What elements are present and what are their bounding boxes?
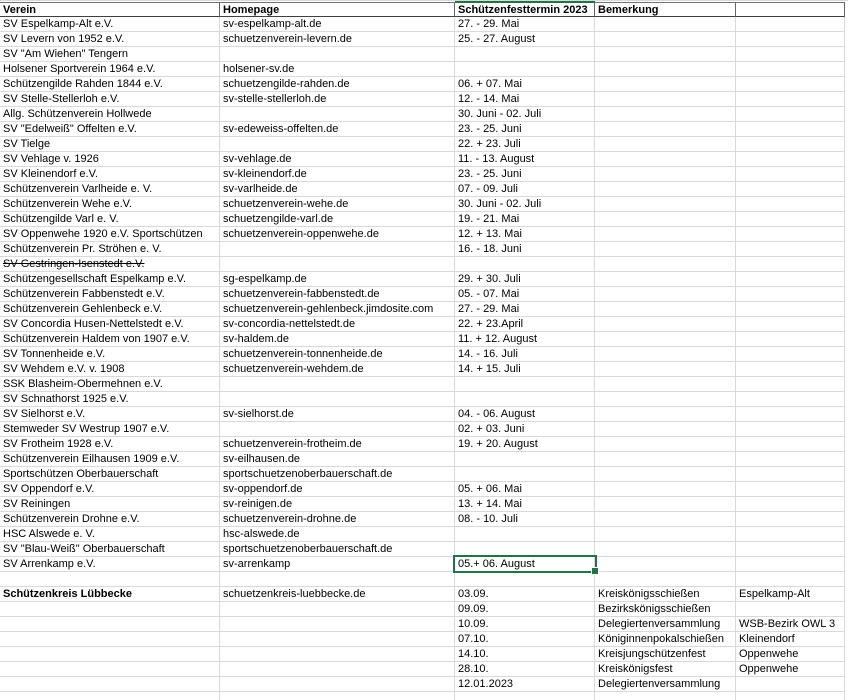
- cell-col-e[interactable]: [736, 92, 845, 107]
- cell-homepage[interactable]: [220, 422, 455, 437]
- partial-row-top: [0, 0, 848, 2]
- cell-col-e[interactable]: [736, 572, 845, 587]
- cell-verein[interactable]: SV Gestringen-Isenstedt e.V.: [0, 257, 220, 272]
- cell-col-e[interactable]: [736, 77, 845, 92]
- table-row: [0, 602, 848, 617]
- cell-col-e[interactable]: [736, 167, 845, 182]
- cell-homepage[interactable]: [220, 662, 455, 677]
- cell-homepage[interactable]: [220, 107, 455, 122]
- cell-homepage[interactable]: sv-kleinendorf.de: [220, 167, 455, 182]
- table-row: [0, 137, 848, 152]
- cell-col-e[interactable]: [736, 542, 845, 557]
- cell-verein[interactable]: [0, 617, 220, 632]
- cell-col-e[interactable]: [736, 437, 845, 452]
- cell-bemerkung[interactable]: [595, 422, 736, 437]
- cell-termin[interactable]: [455, 467, 595, 482]
- cell-homepage[interactable]: schuetzenkreis-luebbecke.de: [220, 587, 455, 602]
- cell-homepage[interactable]: schuetzenverein-fabbenstedt.de: [220, 287, 455, 302]
- table-row: [0, 32, 848, 47]
- cell-col-e[interactable]: Espelkamp-Alt: [736, 587, 845, 602]
- cell-bemerkung[interactable]: [595, 197, 736, 212]
- cell-termin[interactable]: 12. - 14. Mai: [455, 92, 595, 107]
- cell-termin[interactable]: 22. + 23. Juli: [455, 137, 595, 152]
- cell-col-e[interactable]: [736, 62, 845, 77]
- table-row: [0, 407, 848, 422]
- cell-col-e[interactable]: [736, 182, 845, 197]
- cell-homepage[interactable]: schuetzenverein-drohne.de: [220, 512, 455, 527]
- table-row: [0, 692, 848, 700]
- table-row: [0, 47, 848, 62]
- cell-termin[interactable]: 12. + 13. Mai: [455, 227, 595, 242]
- cell-bemerkung[interactable]: [595, 17, 736, 32]
- table-row: [0, 647, 848, 662]
- cell-verein[interactable]: [0, 602, 220, 617]
- column-header-extra[interactable]: [736, 2, 845, 17]
- table-row: [0, 302, 848, 317]
- cell-col-e[interactable]: [736, 257, 845, 272]
- cell-termin[interactable]: 25. - 27. August: [455, 32, 595, 47]
- table-row: [0, 317, 848, 332]
- cell-verein[interactable]: Schützengesellschaft Espelkamp e.V.: [0, 272, 220, 287]
- cell-verein[interactable]: Schützenverein Eilhausen 1909 e.V.: [0, 452, 220, 467]
- cell-termin[interactable]: [455, 47, 595, 62]
- cell-termin[interactable]: 02. + 03. Juni: [455, 422, 595, 437]
- cell-col-e[interactable]: [736, 17, 845, 32]
- cell-bemerkung[interactable]: Kreiskönigsfest: [595, 662, 736, 677]
- cell-col-e[interactable]: WSB-Bezirk OWL 3: [736, 617, 845, 632]
- cell-termin[interactable]: [455, 527, 595, 542]
- cell-col-e[interactable]: Kleinendorf: [736, 632, 845, 647]
- cell-homepage[interactable]: [220, 137, 455, 152]
- table-row: [0, 17, 848, 32]
- table-row: [0, 272, 848, 287]
- cell-verein[interactable]: SV Kleinendorf e.V.: [0, 167, 220, 182]
- cell-bemerkung[interactable]: [595, 332, 736, 347]
- cell-termin[interactable]: [455, 692, 595, 700]
- table-row: [0, 557, 848, 572]
- table-row: [0, 662, 848, 677]
- cell-homepage[interactable]: [220, 632, 455, 647]
- cell-bemerkung[interactable]: [595, 107, 736, 122]
- cell-termin[interactable]: 07. - 09. Juli: [455, 182, 595, 197]
- table-row: [0, 392, 848, 407]
- table-row: [0, 182, 848, 197]
- cell-verein[interactable]: [0, 632, 220, 647]
- cell-col-e[interactable]: Oppenwehe: [736, 662, 845, 677]
- table-row: [0, 677, 848, 692]
- cell-verein[interactable]: SV Arrenkamp e.V.: [0, 557, 220, 572]
- cell-col-e[interactable]: [736, 272, 845, 287]
- cell-termin[interactable]: 29. + 30. Juli: [455, 272, 595, 287]
- table-row: [0, 572, 848, 587]
- cell-homepage[interactable]: sv-eilhausen.de: [220, 452, 455, 467]
- cell-bemerkung[interactable]: [595, 242, 736, 257]
- cell-termin[interactable]: [455, 542, 595, 557]
- cell-col-e[interactable]: [736, 497, 845, 512]
- cell-col-e[interactable]: [736, 47, 845, 62]
- cell-homepage[interactable]: sv-reinigen.de: [220, 497, 455, 512]
- cell-col-e[interactable]: [736, 527, 845, 542]
- table-row: [0, 197, 848, 212]
- table-row: [0, 632, 848, 647]
- cell-verein[interactable]: Schützenkreis Lübbecke: [0, 587, 220, 602]
- cell-homepage[interactable]: [220, 377, 455, 392]
- cell-homepage[interactable]: sv-espelkamp-alt.de: [220, 17, 455, 32]
- cell-termin-selected[interactable]: 05.+ 06. August: [455, 557, 595, 572]
- cell-bemerkung[interactable]: [595, 92, 736, 107]
- cell-col-e[interactable]: [736, 287, 845, 302]
- table-row: [0, 512, 848, 527]
- cell-verein[interactable]: [0, 647, 220, 662]
- cell-bemerkung[interactable]: [595, 557, 736, 572]
- cell-verein[interactable]: Stemweder SV Westrup 1907 e.V.: [0, 422, 220, 437]
- cell-homepage[interactable]: sv-concordia-nettelstedt.de: [220, 317, 455, 332]
- cell-termin[interactable]: 11. - 13. August: [455, 152, 595, 167]
- cell-col-e[interactable]: [736, 362, 845, 377]
- cell-termin[interactable]: 05. + 06. Mai: [455, 482, 595, 497]
- cell-col-e[interactable]: [736, 602, 845, 617]
- cell-termin[interactable]: 05. - 07. Mai: [455, 287, 595, 302]
- cell-homepage[interactable]: schuetzenverein-tonnenheide.de: [220, 347, 455, 362]
- cell-homepage[interactable]: sportschuetzenoberbauerschaft.de: [220, 542, 455, 557]
- cell-verein[interactable]: SV Sielhorst e.V.: [0, 407, 220, 422]
- cell-verein[interactable]: SV Stelle-Stellerloh e.V.: [0, 92, 220, 107]
- cell-termin[interactable]: [455, 377, 595, 392]
- cell-col-e[interactable]: [736, 467, 845, 482]
- table-row: [0, 107, 848, 122]
- cell-termin[interactable]: 12.01.2023: [455, 677, 595, 692]
- cell-verein[interactable]: SV Concordia Husen-Nettelstedt e.V.: [0, 317, 220, 332]
- cell-bemerkung[interactable]: Delegiertenversammlung: [595, 677, 736, 692]
- cell-bemerkung[interactable]: [595, 317, 736, 332]
- cell-homepage[interactable]: schuetzenverein-oppenwehe.de: [220, 227, 455, 242]
- cell-verein[interactable]: Schützenverein Haldem von 1907 e.V.: [0, 332, 220, 347]
- cell-termin[interactable]: 03.09.: [455, 587, 595, 602]
- cell-bemerkung[interactable]: [595, 362, 736, 377]
- table-row: [0, 377, 848, 392]
- cell-bemerkung[interactable]: [595, 272, 736, 287]
- cell-bemerkung[interactable]: [595, 47, 736, 62]
- cell-bemerkung[interactable]: [595, 32, 736, 47]
- cell-homepage[interactable]: holsener-sv.de: [220, 62, 455, 77]
- cell-col-e[interactable]: [736, 197, 845, 212]
- table-row: [0, 122, 848, 137]
- cell-col-e[interactable]: Oppenwehe: [736, 647, 845, 662]
- cell-bemerkung[interactable]: [595, 437, 736, 452]
- cell-col-e[interactable]: [736, 377, 845, 392]
- table-row: [0, 212, 848, 227]
- cell-verein[interactable]: Sportschützen Oberbauerschaft: [0, 467, 220, 482]
- cell-bemerkung[interactable]: [595, 302, 736, 317]
- cell-homepage[interactable]: sv-varlheide.de: [220, 182, 455, 197]
- cell-verein[interactable]: SV "Am Wiehen" Tengern: [0, 47, 220, 62]
- cell-bemerkung[interactable]: [595, 62, 736, 77]
- cell-col-e[interactable]: [736, 122, 845, 137]
- fill-handle[interactable]: [591, 567, 599, 575]
- cell-verein[interactable]: SV Oppenwehe 1920 e.V. Sportschützen: [0, 227, 220, 242]
- cell-col-e[interactable]: [736, 422, 845, 437]
- cell-homepage[interactable]: sv-arrenkamp: [220, 557, 455, 572]
- cell-verein[interactable]: SV Vehlage v. 1926: [0, 152, 220, 167]
- cell-bemerkung[interactable]: [595, 137, 736, 152]
- cell-bemerkung[interactable]: [595, 257, 736, 272]
- cell-bemerkung[interactable]: [595, 407, 736, 422]
- table-row: [0, 92, 848, 107]
- cell-termin[interactable]: 07.10.: [455, 632, 595, 647]
- table-row: [0, 62, 848, 77]
- cell-verein[interactable]: Schützenverein Gehlenbeck e.V.: [0, 302, 220, 317]
- cell-termin[interactable]: 22. + 23.April: [455, 317, 595, 332]
- cell-termin[interactable]: 27. - 29. Mai: [455, 17, 595, 32]
- cell-homepage[interactable]: hsc-alswede.de: [220, 527, 455, 542]
- selected-column-indicator: [455, 1, 595, 3]
- cell-homepage[interactable]: sv-stelle-stellerloh.de: [220, 92, 455, 107]
- cell-verein[interactable]: [0, 677, 220, 692]
- table-row: [0, 617, 848, 632]
- cell-verein[interactable]: Schützengilde Rahden 1844 e.V.: [0, 77, 220, 92]
- cell-verein[interactable]: [0, 662, 220, 677]
- table-row: [0, 77, 848, 92]
- cell-bemerkung[interactable]: [595, 392, 736, 407]
- cell-verein[interactable]: SV Schnathorst 1925 e.V.: [0, 392, 220, 407]
- cell-homepage[interactable]: schuetzenverein-frotheim.de: [220, 437, 455, 452]
- cell-bemerkung[interactable]: [595, 212, 736, 227]
- cell-verein[interactable]: SV Levern von 1952 e.V.: [0, 32, 220, 47]
- cell-termin[interactable]: 30. Juni - 02. Juli: [455, 197, 595, 212]
- cell-verein[interactable]: SV "Blau-Weiß" Oberbauerschaft: [0, 542, 220, 557]
- cell-bemerkung[interactable]: [595, 377, 736, 392]
- cell-bemerkung[interactable]: [595, 497, 736, 512]
- cell-termin[interactable]: 14. - 16. Juli: [455, 347, 595, 362]
- cell-termin[interactable]: 14. + 15. Juli: [455, 362, 595, 377]
- table-row: [0, 227, 848, 242]
- cell-col-e[interactable]: [736, 482, 845, 497]
- cell-verein[interactable]: Allg. Schützenverein Hollwede: [0, 107, 220, 122]
- cell-bemerkung[interactable]: [595, 512, 736, 527]
- column-header-bemerkung[interactable]: Bemerkung: [595, 2, 736, 17]
- cell-bemerkung[interactable]: [595, 572, 736, 587]
- cell-homepage[interactable]: schuetzenverein-levern.de: [220, 32, 455, 47]
- cell-verein[interactable]: Holsener Sportverein 1964 e.V.: [0, 62, 220, 77]
- cell-termin[interactable]: 28.10.: [455, 662, 595, 677]
- cell-col-e[interactable]: [736, 557, 845, 572]
- table-row: [0, 152, 848, 167]
- cell-bemerkung[interactable]: [595, 122, 736, 137]
- cell-bemerkung[interactable]: [595, 527, 736, 542]
- cell-homepage[interactable]: [220, 692, 455, 700]
- cell-bemerkung[interactable]: [595, 347, 736, 362]
- table-row: [0, 422, 848, 437]
- cell-termin[interactable]: 19. + 20. August: [455, 437, 595, 452]
- cell-verein[interactable]: Schützengilde Varl e. V.: [0, 212, 220, 227]
- cell-termin[interactable]: 13. + 14. Mai: [455, 497, 595, 512]
- cell-verein[interactable]: SV Wehdem e.V. v. 1908: [0, 362, 220, 377]
- cell-col-e[interactable]: [736, 152, 845, 167]
- cell-bemerkung[interactable]: Bezirkskönigsschießen: [595, 602, 736, 617]
- cell-verein[interactable]: [0, 692, 220, 700]
- cell-bemerkung[interactable]: [595, 482, 736, 497]
- cell-col-e[interactable]: [736, 332, 845, 347]
- table-row: [0, 362, 848, 377]
- column-header-verein[interactable]: Verein: [0, 2, 220, 17]
- table-row: [0, 257, 848, 272]
- cell-verein[interactable]: SV "Edelweiß" Offelten e.V.: [0, 122, 220, 137]
- cell-termin[interactable]: 11. + 12. August: [455, 332, 595, 347]
- cell-verein[interactable]: Schützenverein Fabbenstedt e.V.: [0, 287, 220, 302]
- cell-col-e[interactable]: [736, 137, 845, 152]
- cell-col-e[interactable]: [736, 227, 845, 242]
- cell-verein[interactable]: SV Tonnenheide e.V.: [0, 347, 220, 362]
- cell-verein[interactable]: SV Tielge: [0, 137, 220, 152]
- cell-verein[interactable]: [0, 572, 220, 587]
- cell-homepage[interactable]: schuetzengilde-rahden.de: [220, 77, 455, 92]
- cell-bemerkung[interactable]: [595, 182, 736, 197]
- cell-bemerkung[interactable]: Delegiertenversammlung: [595, 617, 736, 632]
- cell-termin[interactable]: 27. - 29. Mai: [455, 302, 595, 317]
- cell-verein[interactable]: Schützenverein Drohne e.V.: [0, 512, 220, 527]
- cell-bemerkung[interactable]: [595, 542, 736, 557]
- header-row: [0, 2, 848, 17]
- cell-verein[interactable]: Schützenverein Varlheide e. V.: [0, 182, 220, 197]
- cell-termin[interactable]: 04. - 06. August: [455, 407, 595, 422]
- cell-homepage[interactable]: sv-vehlage.de: [220, 152, 455, 167]
- cell-col-e[interactable]: [736, 212, 845, 227]
- cell-homepage[interactable]: [220, 602, 455, 617]
- cell-homepage[interactable]: sv-edeweiss-offelten.de: [220, 122, 455, 137]
- cell-termin[interactable]: [455, 62, 595, 77]
- cell-homepage[interactable]: sg-espelkamp.de: [220, 272, 455, 287]
- table-row: [0, 332, 848, 347]
- cell-col-e[interactable]: [736, 107, 845, 122]
- table-row: [0, 167, 848, 182]
- table-row: [0, 482, 848, 497]
- cell-col-e[interactable]: [736, 302, 845, 317]
- cell-col-e[interactable]: [736, 692, 845, 700]
- cell-homepage[interactable]: sv-oppendorf.de: [220, 482, 455, 497]
- cell-homepage[interactable]: [220, 617, 455, 632]
- cell-verein[interactable]: SV Frotheim 1928 e.V.: [0, 437, 220, 452]
- cell-bemerkung[interactable]: [595, 692, 736, 700]
- cell-col-e[interactable]: [736, 347, 845, 362]
- cell-homepage[interactable]: [220, 647, 455, 662]
- cell-verein[interactable]: SSK Blasheim-Obermehnen e.V.: [0, 377, 220, 392]
- table-row: [0, 287, 848, 302]
- cell-homepage[interactable]: [220, 242, 455, 257]
- cell-homepage[interactable]: schuetzenverein-wehdem.de: [220, 362, 455, 377]
- cell-termin[interactable]: [455, 392, 595, 407]
- table-row: [0, 587, 848, 602]
- cell-termin[interactable]: 16. - 18. Juni: [455, 242, 595, 257]
- cell-bemerkung[interactable]: [595, 452, 736, 467]
- cell-verein[interactable]: SV Espelkamp-Alt e.V.: [0, 17, 220, 32]
- cell-termin[interactable]: 06. + 07. Mai: [455, 77, 595, 92]
- cell-termin[interactable]: 10.09.: [455, 617, 595, 632]
- cell-homepage[interactable]: schuetzengilde-varl.de: [220, 212, 455, 227]
- column-header-homepage[interactable]: Homepage: [220, 2, 455, 17]
- cell-homepage[interactable]: [220, 47, 455, 62]
- cell-homepage[interactable]: [220, 677, 455, 692]
- table-row: [0, 542, 848, 557]
- cell-col-e[interactable]: [736, 512, 845, 527]
- cell-bemerkung[interactable]: [595, 287, 736, 302]
- cell-verein[interactable]: Schützenverein Pr. Ströhen e. V.: [0, 242, 220, 257]
- cell-verein[interactable]: SV Oppendorf e.V.: [0, 482, 220, 497]
- table-row: [0, 497, 848, 512]
- cell-verein[interactable]: SV Reiningen: [0, 497, 220, 512]
- cell-termin[interactable]: 23. - 25. Juni: [455, 122, 595, 137]
- cell-homepage[interactable]: [220, 392, 455, 407]
- cell-bemerkung[interactable]: [595, 227, 736, 242]
- cell-homepage[interactable]: [220, 257, 455, 272]
- table-row: [0, 347, 848, 362]
- cell-homepage[interactable]: schuetzenverein-wehe.de: [220, 197, 455, 212]
- cell-termin[interactable]: 23. - 25. Juni: [455, 167, 595, 182]
- cell-termin[interactable]: 14.10.: [455, 647, 595, 662]
- cell-col-e[interactable]: [736, 242, 845, 257]
- column-header-termin[interactable]: Schützenfesttermin 2023: [455, 2, 595, 17]
- grid-body: [0, 17, 848, 700]
- cell-termin[interactable]: [455, 452, 595, 467]
- cell-homepage[interactable]: sv-sielhorst.de: [220, 407, 455, 422]
- cell-verein[interactable]: HSC Alswede e. V.: [0, 527, 220, 542]
- cell-termin[interactable]: [455, 257, 595, 272]
- cell-col-e[interactable]: [736, 407, 845, 422]
- cell-col-e[interactable]: [736, 317, 845, 332]
- cell-bemerkung[interactable]: [595, 167, 736, 182]
- cell-termin[interactable]: [455, 572, 595, 587]
- cell-homepage[interactable]: [220, 572, 455, 587]
- cell-bemerkung[interactable]: Kreisjungschützenfest: [595, 647, 736, 662]
- cell-bemerkung[interactable]: [595, 77, 736, 92]
- cell-bemerkung[interactable]: [595, 467, 736, 482]
- cell-col-e[interactable]: [736, 392, 845, 407]
- table-row: [0, 242, 848, 257]
- cell-termin[interactable]: 19. - 21. Mai: [455, 212, 595, 227]
- cell-termin[interactable]: 09.09.: [455, 602, 595, 617]
- cell-verein[interactable]: Schützenverein Wehe e.V.: [0, 197, 220, 212]
- cell-col-e[interactable]: [736, 452, 845, 467]
- cell-col-e[interactable]: [736, 677, 845, 692]
- table-row: [0, 437, 848, 452]
- cell-homepage[interactable]: schuetzenverein-gehlenbeck.jimdosite.com: [220, 302, 455, 317]
- table-row: [0, 467, 848, 482]
- cell-homepage[interactable]: sv-haldem.de: [220, 332, 455, 347]
- cell-homepage[interactable]: sportschuetzenoberbauerschaft.de: [220, 467, 455, 482]
- cell-bemerkung[interactable]: Königinnenpokalschießen: [595, 632, 736, 647]
- cell-termin[interactable]: 30. Juni - 02. Juli: [455, 107, 595, 122]
- cell-bemerkung[interactable]: [595, 152, 736, 167]
- cell-termin[interactable]: 08. - 10. Juli: [455, 512, 595, 527]
- cell-bemerkung[interactable]: Kreiskönigsschießen: [595, 587, 736, 602]
- table-row: [0, 527, 848, 542]
- table-row: [0, 452, 848, 467]
- cell-col-e[interactable]: [736, 32, 845, 47]
